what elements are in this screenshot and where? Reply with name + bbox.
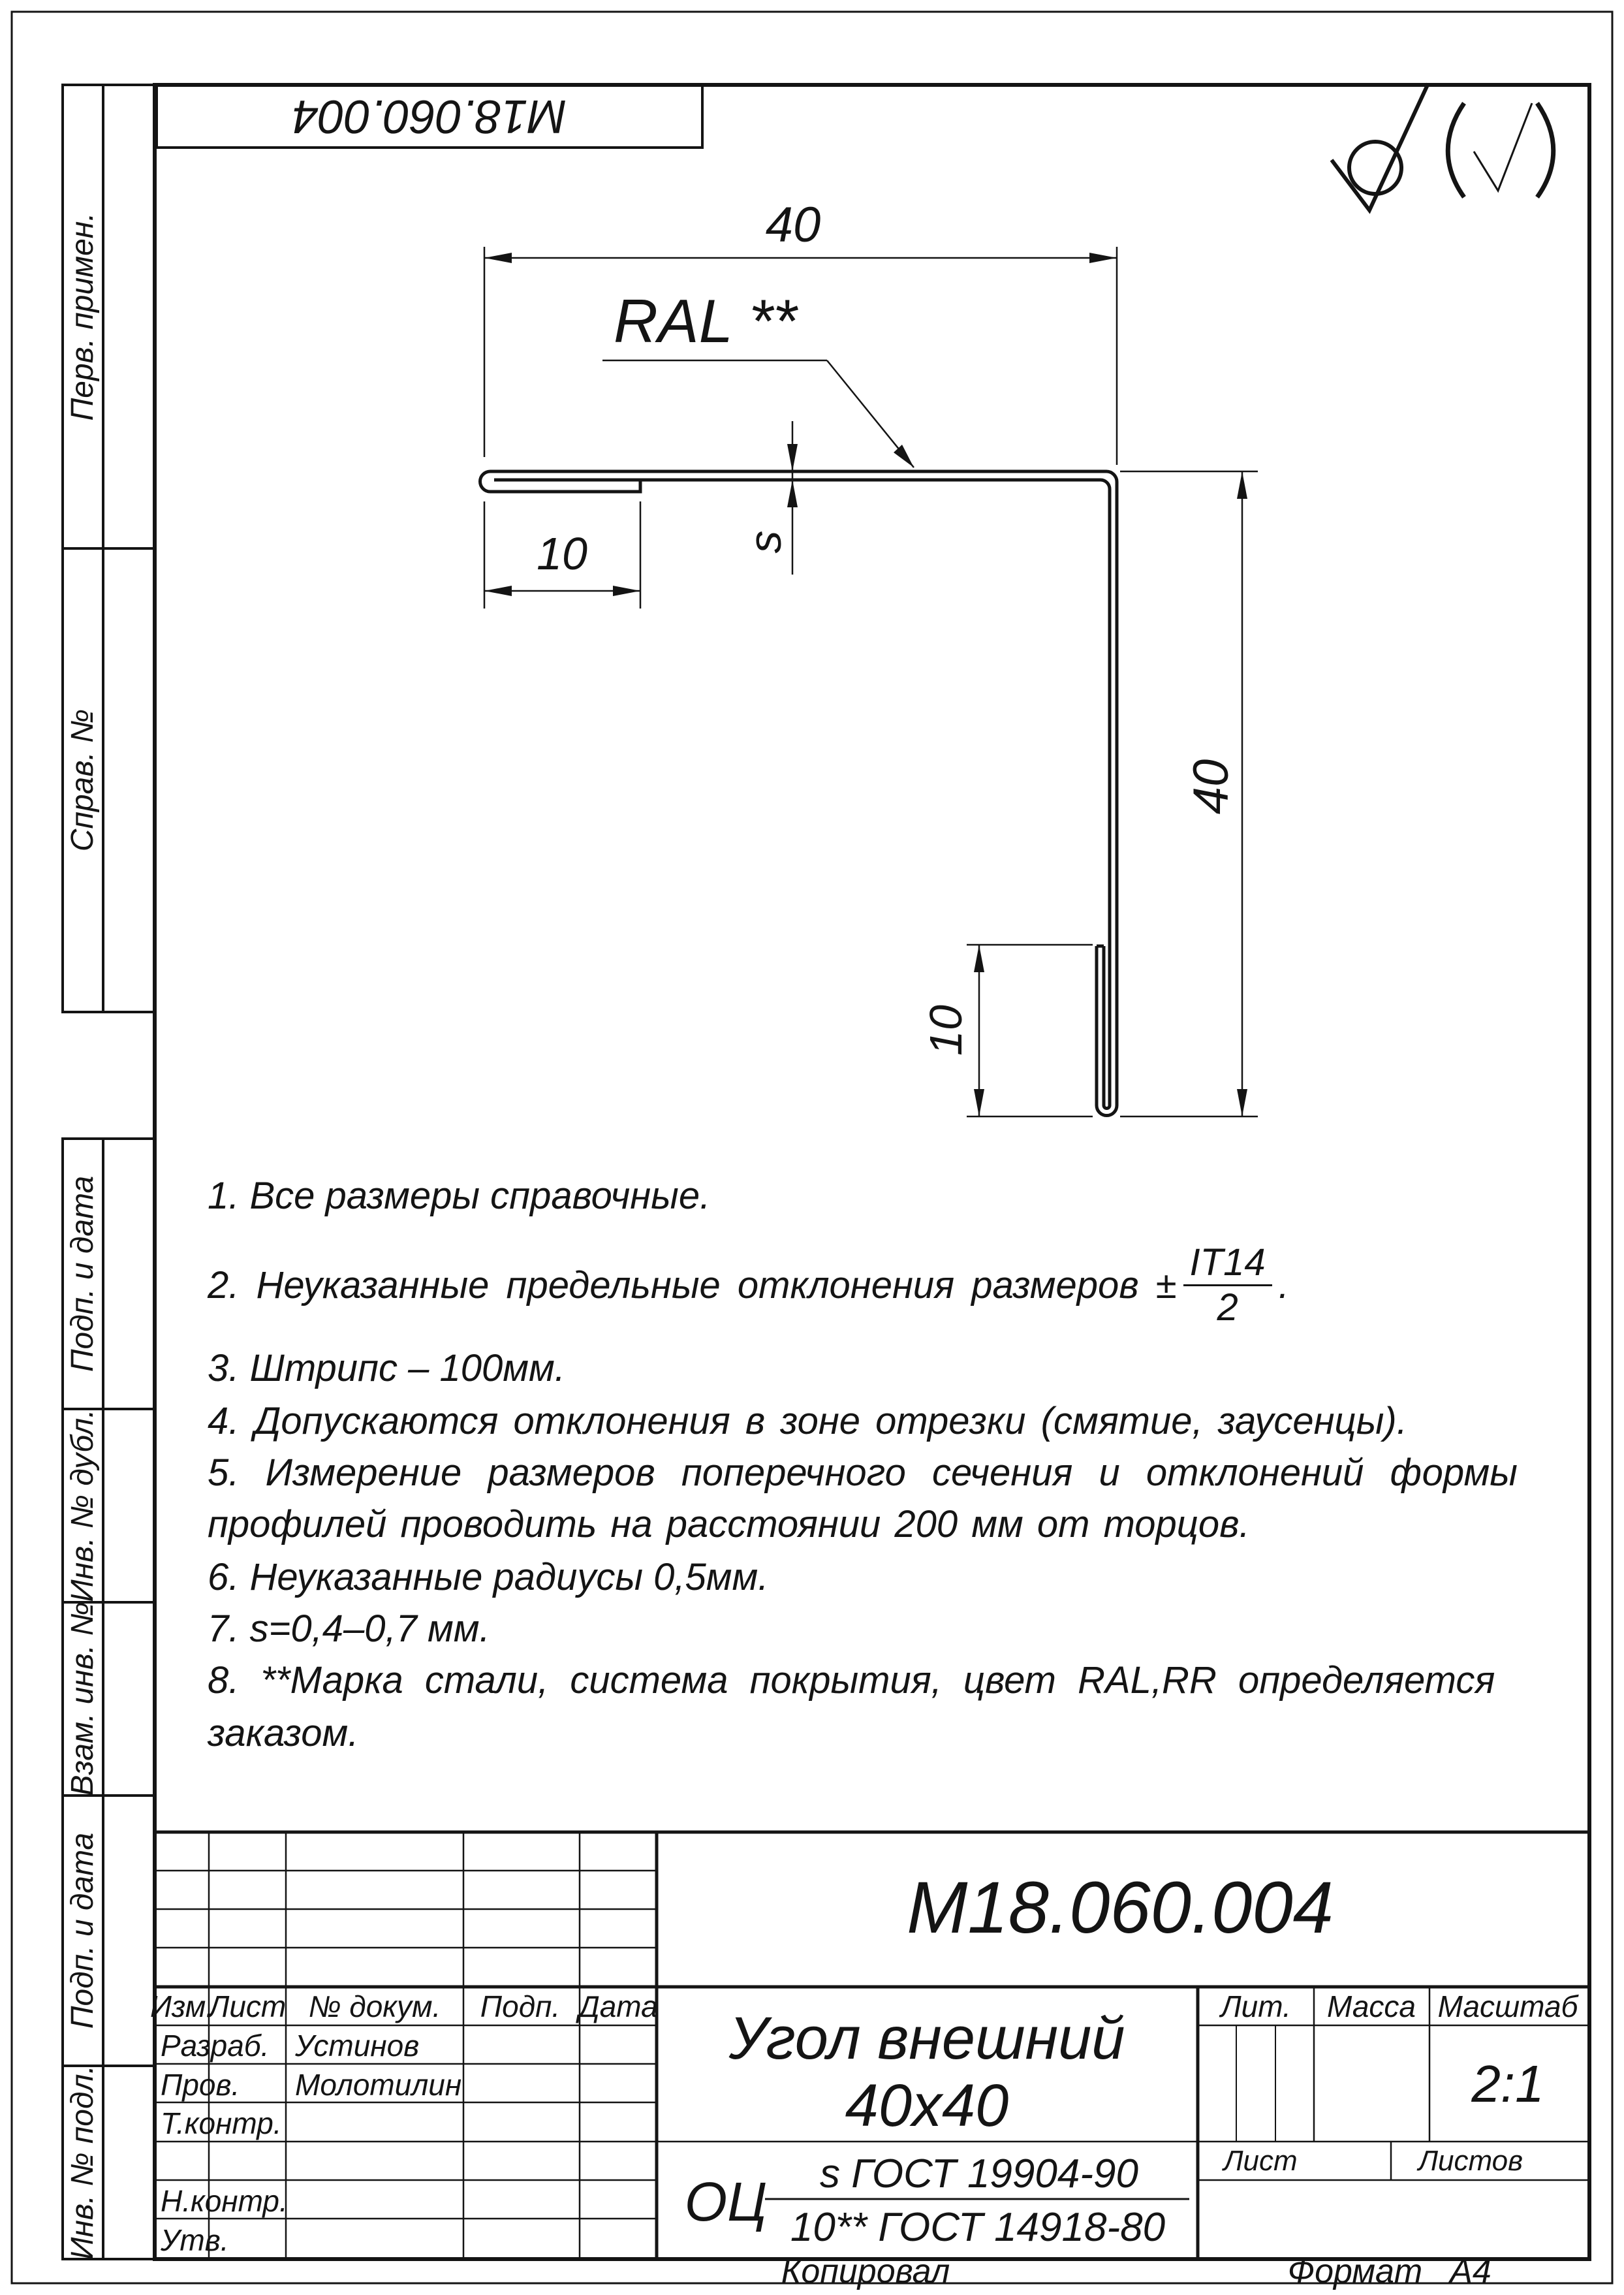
footer-format-value: А4 — [1450, 2253, 1491, 2290]
sidebar-label-podp-data-2: Подп. и дата — [65, 1832, 100, 2029]
sidebar-label-podp-data-1: Подп. и дата — [65, 1175, 100, 1372]
note-2-period: . — [1278, 1263, 1289, 1306]
dim-height: 40 — [1183, 759, 1239, 815]
tb-doc-number: М18.060.004 — [907, 1867, 1334, 1948]
note-6: 6. Неуказанные радиусы 0,5мм. — [208, 1556, 769, 1598]
tb-razrab-label: Разраб. — [161, 2029, 270, 2063]
note-3: 3. Штрипс – 100мм. — [208, 1347, 565, 1389]
note-7: 7. s=0,4–0,7 мм. — [208, 1607, 490, 1650]
tb-scale-value: 2:1 — [1471, 2055, 1544, 2113]
dimension-arrows — [484, 253, 1247, 1116]
note-2 — [208, 1241, 1289, 1329]
tb-tkontr-label: Т.контр. — [161, 2106, 282, 2140]
tb-header-izm: Изм. — [149, 1989, 215, 2023]
tb-razrab-name: Устинов — [295, 2029, 420, 2063]
tb-header-data: Дата — [578, 1989, 658, 2023]
note-5-line1: 5. Измерение размеров поперечного сечения и отклонений формы — [208, 1451, 1518, 1494]
outer-border — [12, 12, 1612, 2283]
tb-material-numerator: s ГОСТ 19904-90 — [820, 2151, 1138, 2196]
note-2-frac-numerator: IT14 — [1183, 1244, 1272, 1286]
roughness-bracket-icon — [1448, 103, 1554, 197]
sidebar-label-vzam-inv: Взам. инв. № — [65, 1602, 100, 1796]
tb-list-label: Лист — [1223, 2145, 1298, 2177]
footer-format-label: Формат — [1287, 2253, 1423, 2290]
tb-lit-label: Лит. — [1221, 1989, 1291, 2023]
footer-copied: Копировал — [781, 2253, 950, 2290]
note-1: 1. Все размеры справочные. — [208, 1175, 711, 1217]
tb-header-podp: Подп. — [480, 1989, 561, 2023]
dim-bottom-hem: 10 — [920, 1005, 971, 1056]
tb-prov-name: Молотилин — [295, 2068, 462, 2102]
tb-nkontr-label: Н.контр. — [161, 2184, 288, 2218]
note-4: 4. Допускаются отклонения в зоне отрезки (смятие, заусенцы). — [208, 1400, 1407, 1442]
sidebar-label-perv-primen: Перв. примен. — [65, 212, 100, 421]
tb-utv-label: Утв. — [161, 2223, 229, 2257]
note-5-line2: профилей проводить на расстоянии 200 мм от торцов. — [208, 1503, 1250, 1545]
surface-roughness-icon — [1332, 84, 1428, 210]
stamp-doc-number: М18.060.004 — [292, 90, 567, 142]
note-8-line1: 8. **Марка стали, система покрытия, цвет RAL,RR определяется — [208, 1659, 1495, 1701]
tb-header-list: Лист — [208, 1989, 287, 2023]
tb-material-prefix: ОЦ — [684, 2171, 768, 2232]
sidebar-label-inv-podl: Инв. № подл. — [65, 2065, 100, 2260]
sidebar-label-inv-dubl: Инв. № дубл. — [65, 1409, 100, 1602]
tb-title-line2: 40х40 — [845, 2072, 1009, 2139]
tb-title-line1: Угол внешний — [728, 2005, 1125, 2072]
dim-left-hem: 10 — [537, 528, 587, 579]
tb-massa-label: Масса — [1326, 1989, 1416, 2023]
tb-listov-label: Листов — [1418, 2145, 1523, 2177]
tb-masshtab-label: Масштаб — [1437, 1989, 1578, 2023]
dim-top-width: 40 — [765, 197, 821, 253]
dim-thickness: s — [740, 530, 790, 554]
note-8-line2: заказом. — [208, 1712, 359, 1754]
dimension-lines — [484, 247, 1258, 1116]
note-2-text: 2. Неуказанные предельные отклонения размеров ± — [208, 1263, 1177, 1306]
tb-header-doc: № докум. — [308, 1989, 441, 2023]
tb-prov-label: Пров. — [161, 2068, 240, 2102]
sidebar-label-sprav-no: Справ. № — [65, 708, 100, 852]
tb-material-denominator: 10** ГОСТ 14918-80 — [790, 2205, 1166, 2250]
main-frame — [155, 85, 1589, 2259]
coating-label: RAL ** — [614, 287, 797, 355]
note-2-fraction — [1183, 1241, 1272, 1329]
note-2-frac-denominator: 2 — [1217, 1286, 1238, 1329]
